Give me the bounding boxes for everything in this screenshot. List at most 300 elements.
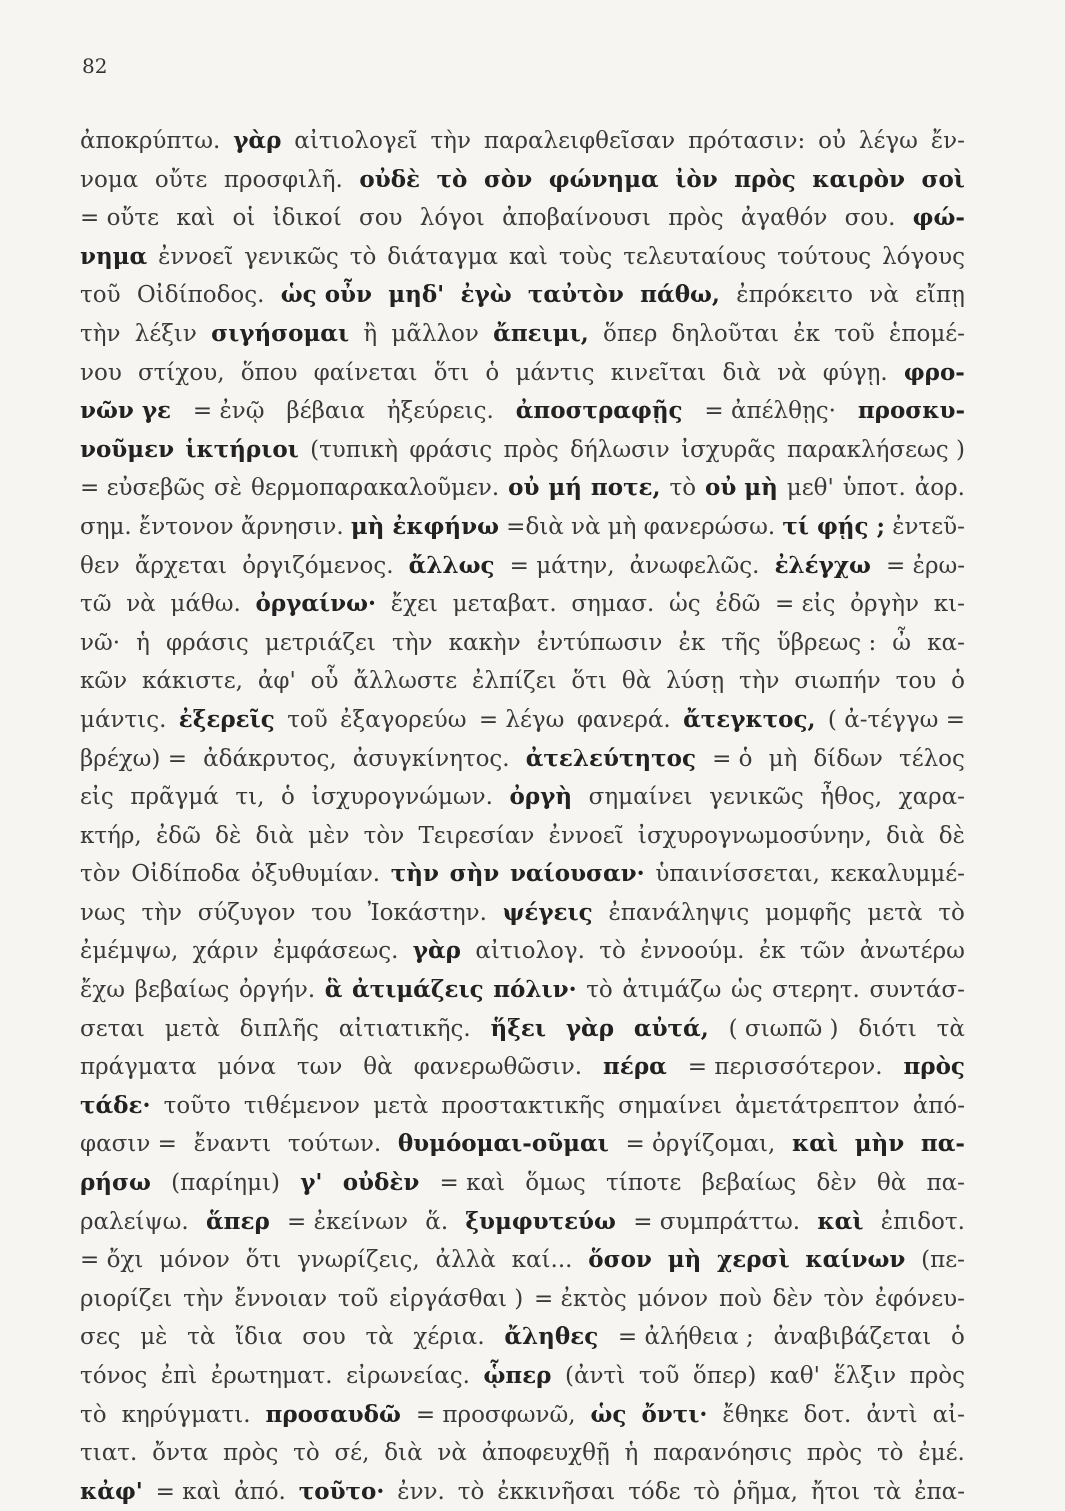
text-word: = εὐσεβῶς xyxy=(80,475,206,502)
lemma-word: ἐγὼ xyxy=(460,281,512,309)
text-word: ἀνωφελῶς. xyxy=(629,552,760,579)
text-word: τοῦ xyxy=(80,282,121,309)
lemma-word: πάθω, xyxy=(640,281,720,309)
text-word: συντάσ- xyxy=(869,977,965,1004)
text-word: δὲν xyxy=(816,1170,857,1197)
lemma-word: ὡς xyxy=(590,1400,627,1428)
text-word: πρὸς xyxy=(503,436,559,463)
text-word: τὸ xyxy=(586,977,613,1004)
text-word: τὸ xyxy=(876,1440,904,1467)
text-word: του xyxy=(311,899,352,926)
text-word: ἐφόνευ- xyxy=(874,1285,965,1312)
lemma-word: ὡς οὖν xyxy=(280,281,372,309)
text-word: χάριν xyxy=(192,938,259,965)
text-word: = ὁ xyxy=(712,745,753,772)
text-line xyxy=(80,547,965,586)
text-word: διὰ xyxy=(384,1440,423,1467)
text-word: δὲ xyxy=(938,822,965,849)
text-line xyxy=(80,199,965,238)
lemma-word: καίνων xyxy=(805,1246,906,1274)
text-word: ἰσχυρογνωμοσύνην, xyxy=(637,822,872,849)
text-word: δὲν xyxy=(772,1285,813,1312)
lemma-word: τὸ xyxy=(436,165,468,193)
lemma-word: γὰρ xyxy=(412,937,461,965)
text-word: = μάτην, xyxy=(509,552,615,579)
lemma-word: προσαυδῶ xyxy=(265,1400,401,1428)
text-word: φύγῃ. xyxy=(822,359,888,386)
text-word: αἰ- xyxy=(932,1401,965,1428)
text-word: μετὰ xyxy=(373,1092,429,1119)
lemma-word: σιγήσομαι xyxy=(211,319,350,347)
text-word: μετὰ xyxy=(867,899,923,926)
text-word: ὁ xyxy=(951,1324,965,1351)
text-word: =διὰ xyxy=(506,513,564,540)
text-word: ( σιωπῶ ) xyxy=(728,1015,839,1042)
text-word: ἀφ' xyxy=(257,668,296,695)
lemma-word: χερσὶ xyxy=(717,1246,790,1274)
text-word: τὸ xyxy=(669,475,697,502)
text-word: ἴδια xyxy=(235,1324,283,1351)
text-line xyxy=(80,238,965,277)
text-line xyxy=(80,740,965,779)
text-word: ἀποκρύπτω. xyxy=(80,128,221,154)
text-word: πρὸς xyxy=(806,1440,863,1467)
text-word: ἐντεῦ- xyxy=(892,513,965,540)
text-word: μόνον xyxy=(159,1247,230,1274)
lemma-word: σοὶ xyxy=(921,165,965,193)
text-word: προσφιλῆ. xyxy=(223,166,343,193)
text-word: καθ' xyxy=(769,1363,820,1389)
lemma-word: ἀποστραφῇς xyxy=(515,397,683,425)
lemma-word: ἀτελεύτητος xyxy=(525,744,696,772)
text-word: ἀπό. xyxy=(234,1478,286,1505)
text-word: = ὄχι xyxy=(80,1247,144,1274)
text-word: θεν xyxy=(80,552,120,579)
text-word: ἐδῶ xyxy=(155,822,201,849)
text-word: δίδων xyxy=(813,745,883,772)
text-word: ποὺ xyxy=(718,1285,762,1312)
text-word: ἀποβαίνουσι xyxy=(502,205,651,232)
lemma-word: αὐτά, xyxy=(633,1014,709,1042)
text-word: τοῦτο xyxy=(163,1092,231,1119)
text-word: γενικῶς xyxy=(709,784,804,811)
text-word: ὄντα xyxy=(152,1440,209,1467)
text-word: τὸν xyxy=(363,822,405,849)
text-word: νὰ xyxy=(869,282,899,309)
text-word: νως xyxy=(80,899,126,926)
text-word: τὸ xyxy=(599,938,626,965)
text-word: (ἀντὶ xyxy=(565,1363,626,1389)
text-word: των xyxy=(296,1054,343,1081)
text-word: λέγω xyxy=(858,128,918,154)
text-word: ἐντύπωσιν xyxy=(536,629,663,656)
lemma-word: μηδ' xyxy=(388,281,445,309)
lemma-word: τὴν xyxy=(390,860,439,888)
text-word: = καὶ xyxy=(439,1170,506,1197)
text-word: ἐκκινῆσαι xyxy=(497,1478,616,1505)
text-word: μάντις. xyxy=(80,706,167,733)
lemma-word: ἐξερεῖς xyxy=(178,705,275,733)
text-word: μὲ xyxy=(140,1324,168,1351)
text-word: ἡ xyxy=(624,1440,639,1467)
text-word: ἀπό- xyxy=(912,1092,965,1119)
text-word: κηρύγματι. xyxy=(121,1401,251,1428)
text-word: ὑποτ. xyxy=(842,475,906,502)
lemma-word: καὶ xyxy=(791,1130,839,1158)
text-word: νου xyxy=(80,359,122,386)
text-word: τῆς xyxy=(721,629,761,656)
text-word: νὰ xyxy=(777,359,807,386)
text-word: θὰ xyxy=(621,668,652,695)
lemma-word: νῶν γε xyxy=(80,397,171,425)
lemma-word: οὐδὲ xyxy=(359,165,421,193)
text-word: τὰ xyxy=(873,1478,902,1505)
text-word: καὶ xyxy=(176,205,216,232)
text-word: παρακλήσεως ) xyxy=(786,436,965,463)
text-word: αἰτιολογ. xyxy=(475,938,585,965)
text-line xyxy=(80,1318,965,1357)
text-word: πράγματα xyxy=(80,1054,197,1081)
text-word: τὴν xyxy=(183,1285,224,1312)
lemma-word: ποτε, xyxy=(590,474,661,502)
text-line xyxy=(80,508,965,547)
text-word: ὡς xyxy=(669,591,701,618)
text-word: φανερά. xyxy=(576,706,671,733)
text-line xyxy=(80,469,965,508)
lemma-word: καὶ xyxy=(817,1207,864,1235)
text-word: τὸ xyxy=(457,1478,485,1505)
text-word: γενικῶς xyxy=(244,243,339,270)
text-word: ραλείψω. xyxy=(80,1208,189,1235)
text-word: τὸ xyxy=(293,1440,320,1467)
text-word: ἐπανάληψις xyxy=(608,899,750,926)
text-word: μάντις xyxy=(515,359,595,386)
text-word: ὀξυθυμίαν. xyxy=(251,861,381,888)
text-line xyxy=(80,1357,965,1396)
text-word: ἀμετάτρεπτον xyxy=(735,1092,900,1119)
text-word: κεκαλυμμέ- xyxy=(830,861,965,888)
text-word: πρὸς xyxy=(222,1440,279,1467)
text-word: μὴ xyxy=(607,513,637,540)
text-line xyxy=(80,431,965,470)
text-word: γνωρίζεις, xyxy=(297,1247,420,1274)
text-word: πρὸς xyxy=(909,1363,965,1389)
text-word: = περισσότερον. xyxy=(687,1054,883,1081)
text-word: καὶ xyxy=(509,243,548,270)
text-word: δήλωσιν xyxy=(570,436,670,463)
text-word: διπλῆς xyxy=(239,1015,319,1042)
text-word: ἐλπίζει xyxy=(472,668,557,695)
text-line xyxy=(80,315,965,354)
text-word: τόνος xyxy=(80,1363,148,1389)
text-word: παραλειφθεῖσαν xyxy=(483,128,676,154)
text-word: τὸ xyxy=(693,1478,720,1505)
lemma-word: προσκυ- xyxy=(857,397,965,425)
text-word: τοῦ xyxy=(287,706,328,733)
lemma-word: μὴ xyxy=(667,1246,702,1274)
text-word: ἐκ xyxy=(793,320,820,347)
text-word: ἔχει xyxy=(390,591,438,618)
text-line xyxy=(80,662,965,701)
text-word: τιατ. xyxy=(80,1440,138,1467)
text-word: ἀνωτέρω xyxy=(859,938,965,965)
text-word: ὁ xyxy=(951,668,965,695)
text-word: κι- xyxy=(933,591,965,618)
text-word: φασιν = xyxy=(80,1131,177,1158)
text-word: ἄρνησιν. xyxy=(240,513,344,540)
text-word: μὲν xyxy=(308,822,350,849)
lemma-word: μὴ ἐκφήνω xyxy=(350,512,499,540)
text-line xyxy=(80,778,965,817)
text-word: ἦθος, xyxy=(820,784,883,811)
text-word: τιθέμενον xyxy=(243,1092,361,1119)
text-word: ἡ xyxy=(136,629,150,656)
text-word: σημαίνει xyxy=(618,1092,723,1119)
text-word: ἐμφάσεως. xyxy=(272,938,399,965)
text-word: ὅπερ xyxy=(603,320,658,347)
text-line xyxy=(80,932,965,971)
text-word: αἰτιολογεῖ xyxy=(294,128,418,154)
text-word: καί... xyxy=(511,1247,573,1274)
text-word: εἴπῃ xyxy=(915,282,965,309)
text-word: ( ἀ-τέγγω = xyxy=(827,706,965,733)
lemma-word: νοῦμεν xyxy=(80,435,175,463)
text-word: πρότασιν: xyxy=(688,128,806,154)
text-line xyxy=(80,1087,965,1126)
lemma-word: τί φῄς ; xyxy=(782,512,886,540)
text-word: ἠξεύρεις. xyxy=(386,398,494,425)
lemma-word: ψέγεις xyxy=(502,898,593,926)
lemma-word: πα- xyxy=(920,1130,965,1158)
lemma-word: ἰὸν xyxy=(675,165,718,193)
text-word: ἅ. xyxy=(425,1208,449,1235)
text-word: νὰ xyxy=(571,513,601,540)
text-word: ὅτι xyxy=(433,359,470,386)
text-word: = συμπράττω. xyxy=(633,1208,801,1235)
text-word: ὅπου xyxy=(240,359,298,386)
lemma-word: ἀτιμάζεις xyxy=(352,976,484,1004)
text-line xyxy=(80,1241,965,1280)
text-word: σου. xyxy=(844,205,896,232)
text-word: τῶ xyxy=(80,591,112,618)
text-word: = ἐκτὸς xyxy=(534,1285,627,1312)
text-word: τίποτε xyxy=(605,1170,682,1197)
text-word: οὐ xyxy=(818,128,847,154)
text-word: ὀργήν. xyxy=(238,977,316,1004)
lemma-word: κἀφ' xyxy=(80,1477,143,1505)
text-word: μομφῆς xyxy=(765,899,852,926)
text-word: τελευταίους xyxy=(623,243,767,270)
text-word: τὸ xyxy=(80,1401,107,1428)
text-line xyxy=(80,1010,965,1049)
text-line xyxy=(80,276,965,315)
text-word: ὦ xyxy=(892,629,912,656)
text-word: κα- xyxy=(927,629,965,656)
text-word: λύσῃ xyxy=(666,668,725,695)
lemma-word: ταὐτὸν xyxy=(527,281,624,309)
text-word: τοῦ xyxy=(834,320,875,347)
text-word: ἐννοεῖ xyxy=(548,822,624,849)
text-word: μόνα xyxy=(217,1054,276,1081)
lemma-word: ἐλέγχω xyxy=(774,551,871,579)
lemma-word: πρὸς xyxy=(734,165,796,193)
text-word: σες xyxy=(80,1324,121,1351)
text-line xyxy=(80,1434,965,1473)
text-word: οὗ xyxy=(310,668,339,695)
lemma-word: μή xyxy=(548,474,582,502)
text-line xyxy=(80,817,965,856)
text-word: ὀργὴν xyxy=(850,591,920,618)
text-word: σημ. xyxy=(80,513,132,540)
text-word: ὅμως xyxy=(525,1170,586,1197)
text-word: = εἰς xyxy=(775,591,836,618)
lemma-word: πέρα xyxy=(603,1053,667,1081)
text-word: ἀντὶ xyxy=(866,1401,918,1428)
text-word: τῶν xyxy=(799,938,846,965)
lemma-word: φρο- xyxy=(903,358,965,386)
text-word: σεται xyxy=(80,1015,145,1042)
text-word: = προσφωνῶ, xyxy=(415,1401,576,1428)
text-line xyxy=(80,1280,965,1319)
text-word: τέλος xyxy=(898,745,965,772)
text-word: τὸν xyxy=(80,861,121,888)
text-word: θὰ xyxy=(876,1170,907,1197)
lemma-word: ρήσω xyxy=(80,1169,151,1197)
lemma-word: οὐ xyxy=(508,474,540,502)
lemma-word: γὰρ xyxy=(565,1014,615,1042)
text-word: κακὴν xyxy=(448,629,521,656)
text-word: ἐννοούμ. xyxy=(640,938,745,965)
lemma-word: οὐ μὴ xyxy=(704,474,778,502)
text-word: ἔν- xyxy=(930,128,965,154)
commentary-text xyxy=(80,122,965,1511)
text-word: τὴν xyxy=(141,899,182,926)
text-word: νομα xyxy=(80,166,139,193)
text-line xyxy=(80,1048,965,1087)
text-word: βρέχω) = xyxy=(80,745,187,772)
text-word: τούτων. xyxy=(287,1131,382,1158)
text-word: ἰσχυρᾶς xyxy=(681,436,776,463)
text-word: τὴν xyxy=(739,668,780,695)
text-word: μᾶλλον xyxy=(391,320,479,347)
text-word: ἰδικοί xyxy=(272,205,342,232)
text-word: θερμοπαρακαλοῦμεν. xyxy=(250,475,500,502)
text-word: ἐννοεῖ xyxy=(158,243,234,270)
text-word: εἰργάσθαι ) xyxy=(389,1285,524,1312)
text-word: ἐδῶ xyxy=(715,591,761,618)
text-word: προστακτικῆς xyxy=(441,1092,605,1119)
text-word: = ἐκείνων xyxy=(287,1208,408,1235)
text-word: ἐκ xyxy=(678,629,706,656)
text-word: λέξιν xyxy=(134,320,197,347)
text-word: παρανόησις xyxy=(653,1440,793,1467)
text-word: = οὔτε xyxy=(80,205,160,232)
text-word: στίχου, xyxy=(137,359,225,386)
lemma-word: φώνημα xyxy=(548,165,659,193)
text-word: σέ, xyxy=(334,1440,370,1467)
text-word: τὴν xyxy=(80,320,121,347)
lemma-word: ἅπερ xyxy=(205,1207,270,1235)
text-word: ἕλξιν xyxy=(833,1363,897,1389)
lemma-word: καιρὸν xyxy=(812,165,905,193)
text-word: μάθω. xyxy=(170,591,241,618)
text-word: οἱ xyxy=(232,205,256,232)
text-word: ἑπομέ- xyxy=(889,320,965,347)
text-word: φανερώσω. xyxy=(643,513,776,540)
text-line xyxy=(80,1203,965,1242)
lemma-word: ᾧπερ xyxy=(483,1362,552,1389)
text-word: μεταβατ. xyxy=(452,591,557,618)
text-line xyxy=(80,122,965,161)
text-word: (τυπικὴ xyxy=(310,436,399,463)
lemma-word: νημα xyxy=(80,242,148,270)
text-word: σύζυγον xyxy=(197,899,296,926)
text-word: νὰ xyxy=(437,1440,467,1467)
text-word: σὲ xyxy=(213,475,243,502)
text-line xyxy=(80,971,965,1010)
text-line xyxy=(80,701,965,740)
lemma-word: φώ- xyxy=(912,204,965,232)
text-word: φανερωθῶσιν. xyxy=(413,1054,583,1081)
text-word: πρᾶγμά xyxy=(130,784,219,811)
text-word: τὸ xyxy=(349,243,377,270)
lemma-word: πόλιν· xyxy=(493,976,577,1004)
text-word: οὔτε xyxy=(154,166,208,193)
lemma-word: ἥξει xyxy=(490,1014,547,1042)
lemma-word: σὴν xyxy=(449,860,500,888)
text-line xyxy=(80,1396,965,1435)
text-word: νῶ· xyxy=(80,629,121,656)
text-word: φαίνεται xyxy=(313,359,418,386)
text-word: ἀσυγκίνητος. xyxy=(352,745,510,772)
text-word: ριορίζει xyxy=(80,1285,173,1312)
text-word: ῥῆμα, xyxy=(732,1478,798,1505)
text-line xyxy=(80,354,965,393)
text-word: ἐρωτηματ. xyxy=(210,1363,333,1389)
text-word: τὸν xyxy=(823,1285,865,1312)
text-word: Οἰδίποδα xyxy=(131,861,241,888)
text-word: ὁ xyxy=(485,359,500,386)
text-word: φράσις xyxy=(409,436,493,463)
lemma-word: πρὸς xyxy=(903,1053,965,1081)
text-word: ἀδάκρυτος, xyxy=(203,745,337,772)
text-word: = καὶ xyxy=(155,1478,222,1505)
text-line xyxy=(80,1164,965,1203)
text-word: αἰτιατικῆς. xyxy=(338,1015,471,1042)
text-word: ἀγαθόν xyxy=(740,205,828,232)
text-word: του xyxy=(895,668,937,695)
text-line xyxy=(80,855,965,894)
text-word: ἄρχεται xyxy=(134,552,228,579)
text-word: δοτ. xyxy=(803,1401,852,1428)
lemma-word: μὴν xyxy=(854,1130,905,1158)
text-word: ὅτι xyxy=(245,1247,282,1274)
text-word: ἔναντι xyxy=(193,1131,272,1158)
text-word: ἔχω xyxy=(80,977,126,1004)
text-word: διὰ xyxy=(255,822,294,849)
text-word: τόδε xyxy=(628,1478,681,1505)
text-word: λόγοι xyxy=(419,205,485,232)
text-word: = ἐρω- xyxy=(886,552,965,579)
text-word: τὰ xyxy=(365,1324,394,1351)
text-word: βεβαίως xyxy=(701,1170,797,1197)
text-word: Οἰδίποδος. xyxy=(136,282,265,309)
text-word: βεβαίως xyxy=(134,977,230,1004)
text-word: = ἀπέλθῃς· xyxy=(704,398,836,425)
text-word: βέβαια xyxy=(286,398,365,425)
text-word: Ἰοκάστην. xyxy=(367,899,487,926)
text-word: σημασ. xyxy=(571,591,655,618)
